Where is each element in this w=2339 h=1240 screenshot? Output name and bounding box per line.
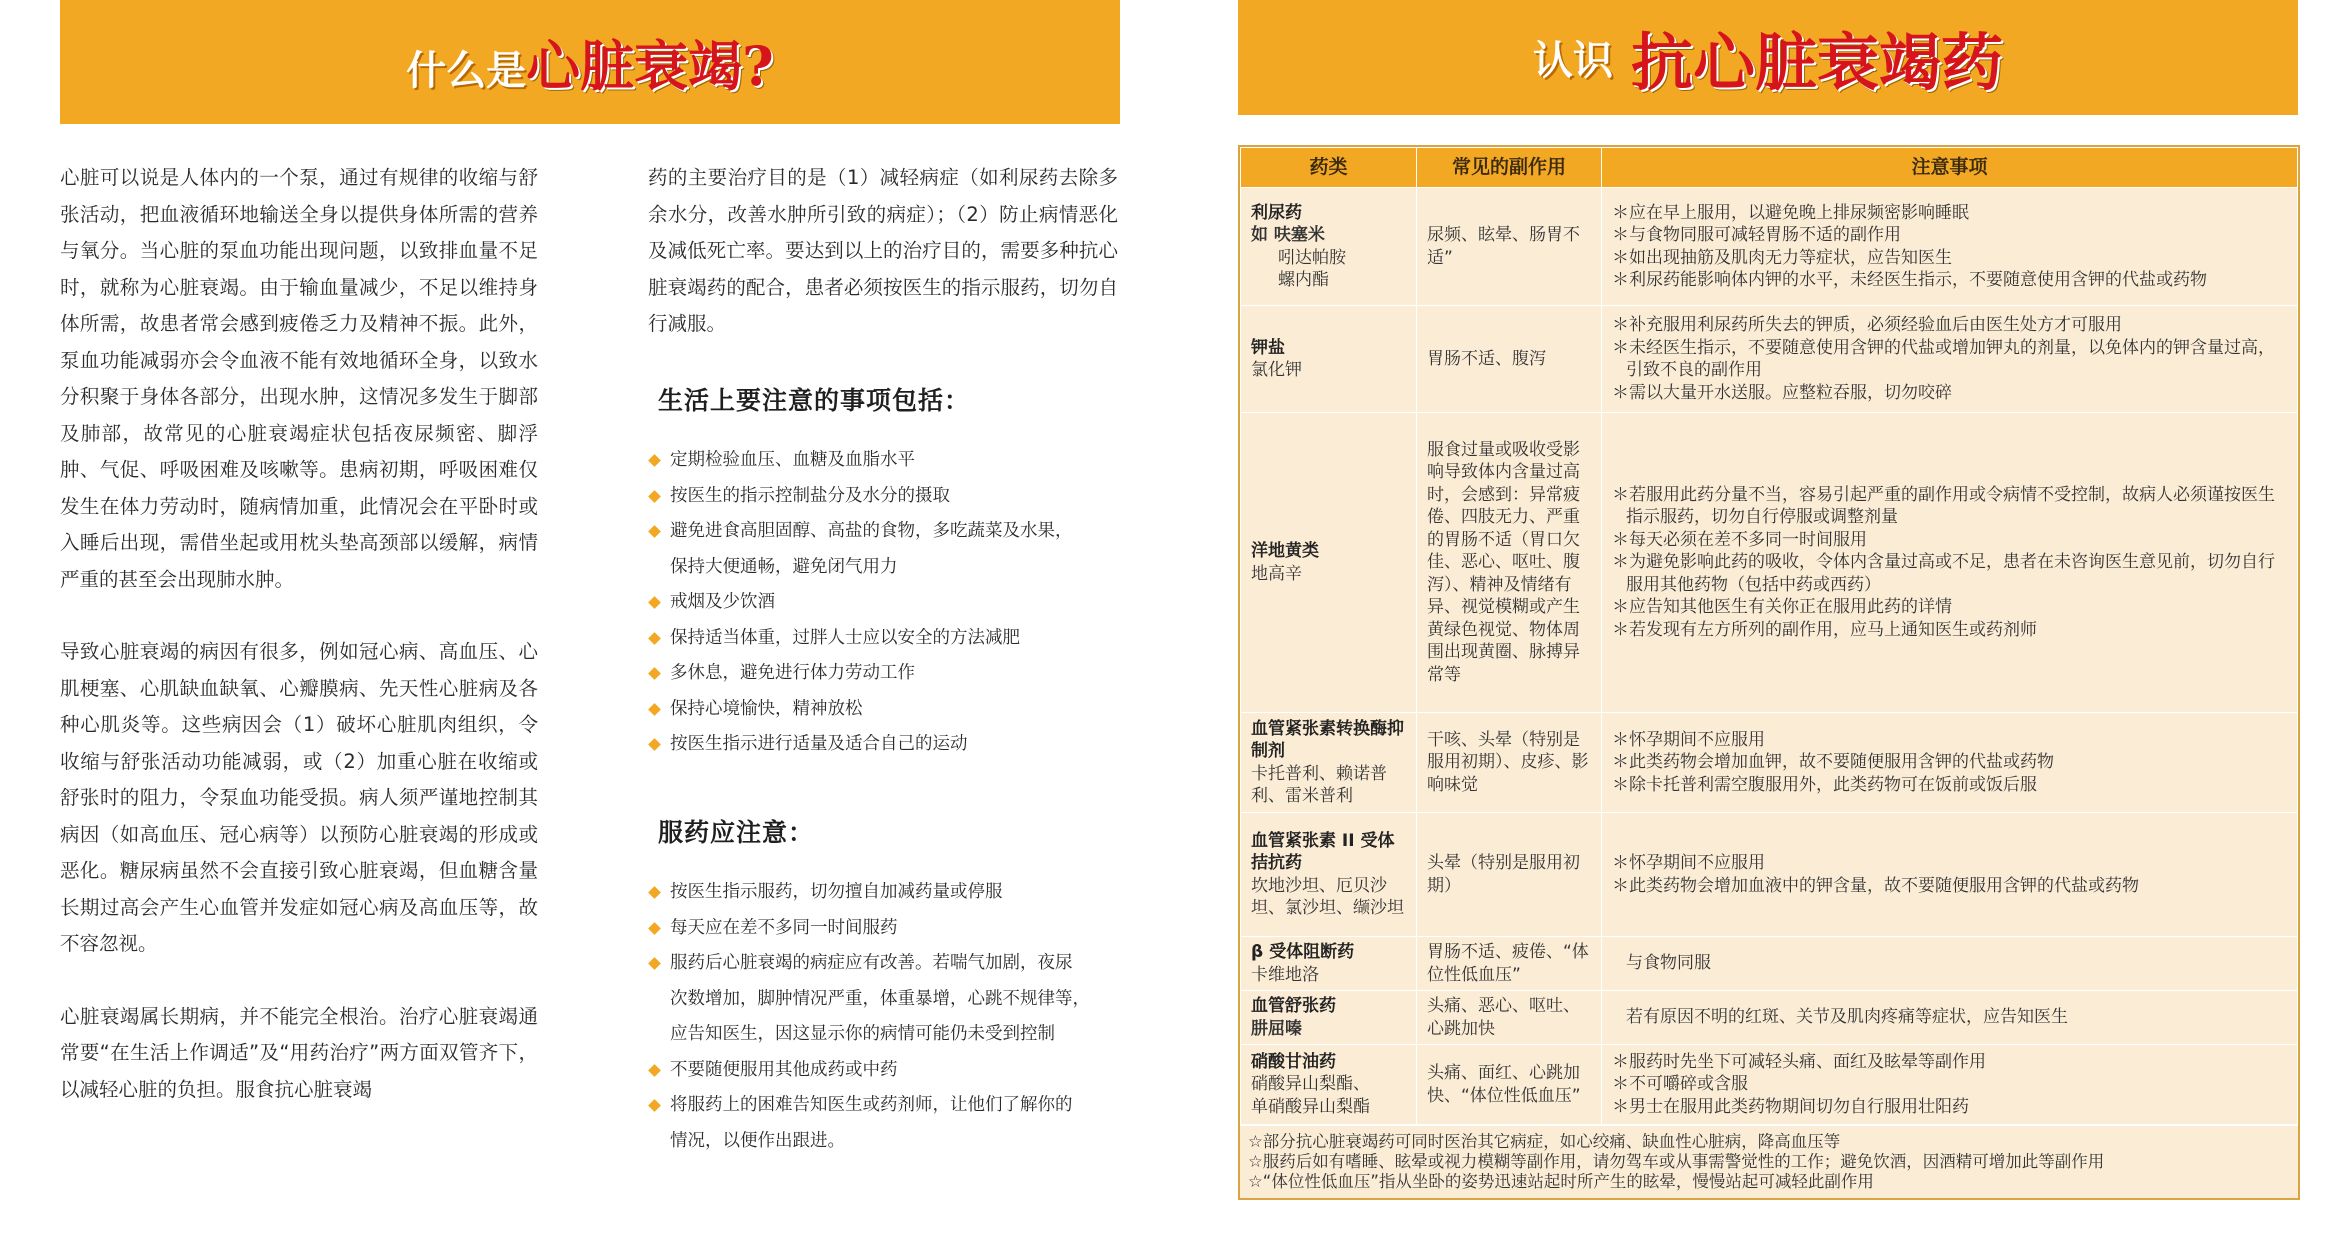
list-item: 将服药上的困难告知医生或药剂师，让他们了解你的	[648, 1088, 1118, 1124]
notes-cell: ＊补充服用利尿药所失去的钾质，必须经验血后由医生处方才可服用 ＊未经医生指示，不要随意使用含钾的代盐或增加钾丸的剂量，以免体内的钾含量过高，引致不良的副作用 ＊需以大量开水送服。应整粒吞服，切勿咬碎	[1602, 306, 2298, 413]
list-item: 保持心境愉快，精神放松	[648, 692, 1118, 728]
paragraph-what-is-heart-failure: 心脏可以说是人体内的一个泵，通过有规律的收缩与舒张活动，把血液循环地输送全身以提供身体所需的营养与氧分。当心脏的泵血功能出现问题，以致排血量不足时，就称为心脏衰竭。由于输血量减少，不足以维持身体所需，故患者常会感到疲倦乏力及精神不振。此外，泵血功能减弱亦会令血液不能有效地循环全身，以致水分积聚于身体各部分，出现水肿，这情况多发生于脚部及肺部，故常见的心脏衰竭症状包括夜尿频密、脚浮肿、气促、呼吸困难及咳嗽等。患病初期，呼吸困难仅发生在体力劳动时，随病情加重，此情况会在平卧时或入睡后出现，需借坐起或用枕头垫高颈部以缓解，病情严重的甚至会出现肺水肿。	[60, 166, 538, 591]
diamond-bullet-icon	[648, 632, 661, 645]
side-effect-cell: 服食过量或吸收受影响导致体内含量过高时，会感到：异常疲倦、四肢无力、严重的胃肠不适（胃口欠佳、恶心、呕吐、腹泻）、精神及情绪有异、视觉模糊或产生黄绿色视觉、物体周围出现黄圈、脉搏异常等	[1417, 413, 1602, 713]
list-item: 每天应在差不多同一时间服药	[648, 911, 1118, 947]
diamond-bullet-icon	[648, 703, 661, 716]
drug-cell: 利尿药 如 呋塞米 吲达帕胺 螺内酯	[1241, 188, 1417, 306]
list-item: 按医生指示进行适量及适合自己的运动	[648, 727, 1118, 763]
diamond-bullet-icon	[648, 886, 661, 899]
list-item: 服药后心脏衰竭的病症应有改善。若喘气加剧，夜尿	[648, 946, 1118, 982]
left-column-2	[648, 160, 1118, 1211]
table-row	[1241, 991, 2298, 1045]
drug-cell: 血管紧张素转换酶抑制剂 卡托普利、赖诺普利、雷米普利	[1241, 713, 1417, 813]
paragraph-causes: 导致心脏衰竭的病因有很多，例如冠心病、高血压、心肌梗塞、心肌缺血缺氧、心瓣膜病、先天性心脏病及各种心肌炎等。这些病因会（1）破坏心脏肌肉组织，令收缩与舒张活动功能减弱，或（2）加重心脏在收缩或舒张时的阻力，令泵血功能受损。病人须严谨地控制其病因（如高血压、冠心病等）以预防心脏衰竭的形成或恶化。糖尿病虽然不会直接引致心脏衰竭，但血糖含量长期过高会产生心血管并发症如冠心病及高血压等，故不容忽视。	[60, 640, 538, 955]
list-item: 按医生的指示控制盐分及水分的摄取	[648, 479, 1118, 515]
table-row	[1241, 813, 2298, 937]
table-footnotes	[1240, 1125, 2298, 1198]
medication-heading: 服药应注意：	[658, 817, 815, 847]
right-title-prefix: 认识	[1532, 37, 1613, 84]
side-effect-cell: 头晕（特别是服用初期）	[1417, 813, 1602, 937]
side-effect-cell: 胃肠不适、腹泻	[1417, 306, 1602, 413]
list-item-continuation: 保持大便通畅，避免闭气用力	[670, 556, 898, 577]
diamond-bullet-icon	[648, 1099, 661, 1112]
drug-cell: 硝酸甘油药 硝酸异山梨酯、 单硝酸异山梨酯	[1241, 1045, 1417, 1125]
notes-cell: 若有原因不明的红斑、关节及肌肉疼痛等症状，应告知医生	[1602, 991, 2298, 1045]
drug-cell: 钾盐 氯化钾	[1241, 306, 1417, 413]
paragraph-treatment-continued: 药的主要治疗目的是（1）减轻病症（如利尿药去除多余水分，改善水肿所引致的病症）；（2）防止病情恶化及减低死亡率。要达到以上的治疗目的，需要多种抗心脏衰竭药的配合，患者必须按医生的指示服药，切勿自行减服。	[648, 166, 1118, 335]
left-column-1	[60, 160, 538, 1108]
notes-cell: ＊怀孕期间不应服用 ＊此类药物会增加血钾，故不要随便服用含钾的代盐或药物 ＊除卡托普利需空腹服用外，此类药物可在饭前或饭后服	[1602, 713, 2298, 813]
list-item: 多休息，避免进行体力劳动工作	[648, 656, 1118, 692]
side-effect-cell: 头痛、面红、心跳加快、“体位性低血压”	[1417, 1045, 1602, 1125]
list-item: 避免进食高胆固醇、高盐的食物，多吃蔬菜及水果，	[648, 514, 1118, 550]
list-item-continuation: 应告知医生，因这显示你的病情可能仍未受到控制	[670, 1024, 1055, 1044]
medication-table	[1238, 145, 2300, 1200]
drug-cell: β 受体阻断药 卡维地洛	[1241, 937, 1417, 991]
side-effect-cell: 干咳、头晕（特别是服用初期）、皮疹、影响味觉	[1417, 713, 1602, 813]
diamond-bullet-icon	[648, 957, 661, 970]
table-row	[1241, 713, 2298, 813]
diamond-bullet-icon	[648, 525, 661, 538]
footnote: ☆“体位性低血压”指从坐卧的姿势迅速站起时所产生的眩晕，慢慢站起可减轻此副作用	[1248, 1172, 1874, 1191]
diamond-bullet-icon	[648, 738, 661, 751]
right-title-banner	[1238, 0, 2298, 115]
lifestyle-list	[648, 443, 1118, 763]
footnote: ☆服药后如有嗜睡、眩晕或视力模糊等副作用，请勿驾车或从事需警觉性的工作；避免饮酒，因酒精可增加此等副作用	[1248, 1152, 2105, 1171]
notes-cell: ＊怀孕期间不应服用 ＊此类药物会增加血液中的钾含量，故不要随便服用含钾的代盐或药物	[1602, 813, 2298, 937]
right-title-highlight: 抗心脏衰竭药	[1630, 26, 2003, 99]
list-item: 戒烟及少饮酒	[648, 585, 1118, 621]
table-row	[1241, 1045, 2298, 1125]
left-title-highlight: 心脏衰竭?	[526, 33, 774, 98]
table-row	[1241, 188, 2298, 306]
notes-cell: 与食物同服	[1602, 937, 2298, 991]
notes-cell: ＊应在早上服用，以避免晚上排尿频密影响睡眠 ＊与食物同服可减轻胃肠不适的副作用 ＊如出现抽筋及肌肉无力等症状，应告知医生 ＊利尿药能影响体内钾的水平，未经医生指示，不要随意使用含钾的代盐或药物	[1602, 188, 2298, 306]
left-title-banner	[60, 0, 1120, 124]
diamond-bullet-icon	[648, 922, 661, 935]
header-side-effects: 常见的副作用	[1417, 148, 1602, 188]
left-title-prefix: 什么是	[406, 46, 527, 94]
list-item-continuation: 情况，以便作出跟进。	[670, 1130, 845, 1151]
diamond-bullet-icon	[648, 490, 661, 503]
list-item: 定期检验血压、血糖及血脂水平	[648, 443, 1118, 479]
side-effect-cell: 头痛、恶心、呕吐、心跳加快	[1417, 991, 1602, 1045]
lifestyle-heading: 生活上要注意的事项包括：	[658, 385, 971, 415]
medication-list	[648, 875, 1118, 1159]
list-item: 按医生指示服药，切勿擅自加减药量或停服	[648, 875, 1118, 911]
table-row	[1241, 306, 2298, 413]
drug-cell: 血管紧张素 II 受体拮抗药 坎地沙坦、厄贝沙坦、氯沙坦、缬沙坦	[1241, 813, 1417, 937]
drug-cell: 洋地黄类 地高辛	[1241, 413, 1417, 713]
table-header-row	[1241, 148, 2298, 188]
footnote: ☆部分抗心脏衰竭药可同时医治其它病症，如心绞痛、缺血性心脏病，降高血压等	[1248, 1132, 1841, 1151]
diamond-bullet-icon	[648, 667, 661, 680]
list-item-continuation: 次数增加，脚肿情况严重，体重暴增，心跳不规律等，	[670, 988, 1090, 1009]
paragraph-treatment: 心脏衰竭属长期病，并不能完全根治。治疗心脏衰竭通常要“在生活上作调适”及“用药治疗”两方面双管齐下，以减轻心脏的负担。服食抗心脏衰竭	[60, 1004, 538, 1101]
list-item: 不要随便服用其他成药或中药	[648, 1053, 1118, 1089]
side-effect-cell: 尿频、眩晕、肠胃不适”	[1417, 188, 1602, 306]
diamond-bullet-icon	[648, 454, 661, 467]
notes-cell: ＊若服用此药分量不当，容易引起严重的副作用或令病情不受控制，故病人必须谨按医生指示服药，切勿自行停服或调整剂量 ＊每天必须在差不多同一时间服用 ＊为避免影响此药的吸收，令体内含量过高或不足，患者在未咨询医生意见前，切勿自行服用其他药物（包括中药或西药） ＊应告知其他医生有关你正在服用此药的详情 ＊若发现有左方所列的副作用，应马上通知医生或药剂师	[1602, 413, 2298, 713]
diamond-bullet-icon	[648, 1064, 661, 1077]
header-notes: 注意事项	[1602, 148, 2298, 188]
table-row	[1241, 937, 2298, 991]
side-effect-cell: 胃肠不适、疲倦、“体位性低血压”	[1417, 937, 1602, 991]
list-item: 保持适当体重，过胖人士应以安全的方法减肥	[648, 621, 1118, 657]
table-row	[1241, 413, 2298, 713]
drug-cell: 血管舒张药 肼屈嗪	[1241, 991, 1417, 1045]
notes-cell: ＊服药时先坐下可减轻头痛、面红及眩晕等副作用 ＊不可嚼碎或含服 ＊男士在服用此类药物期间切勿自行服用壮阳药	[1602, 1045, 2298, 1125]
header-drug-class: 药类	[1241, 148, 1417, 188]
diamond-bullet-icon	[648, 596, 661, 609]
